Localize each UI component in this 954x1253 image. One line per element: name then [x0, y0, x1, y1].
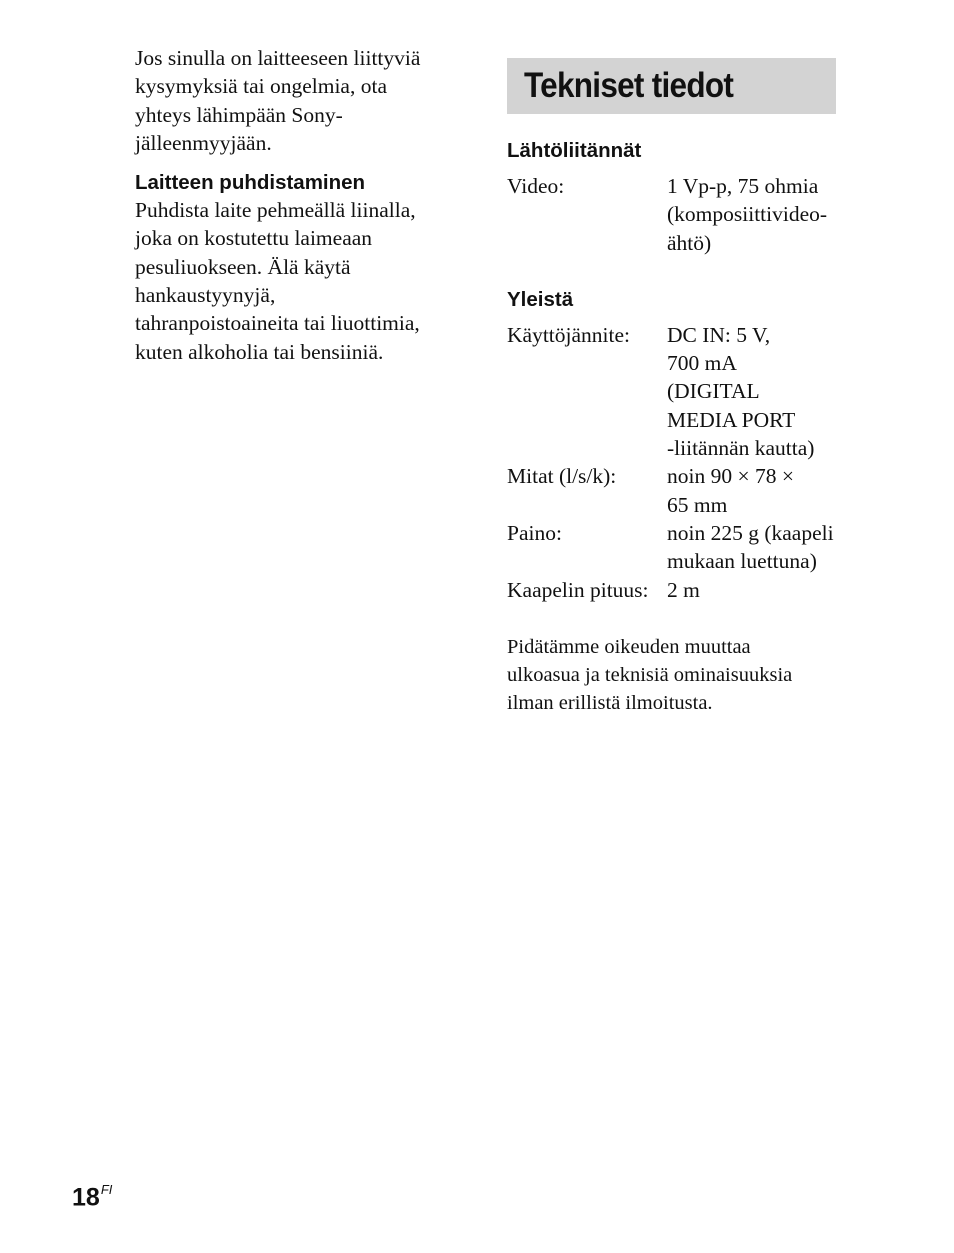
- spec-value-line: 1 Vp-p, 75 ohmia: [667, 174, 819, 198]
- spec-value-line: noin 90 × 78 ×: [667, 464, 794, 489]
- intro-line: jälleenmyyjään.: [135, 130, 272, 155]
- disclaimer-note: [507, 633, 839, 718]
- spec-value-line: (komposiittivideo-: [667, 202, 828, 227]
- outputs-spec-table: [507, 172, 837, 257]
- spec-label: Mitat (l/s/k):: [507, 464, 617, 489]
- page-number-value: 18: [72, 1183, 100, 1212]
- cleaning-line: pesuliuokseen. Älä käytä: [135, 254, 351, 279]
- spec-label: Paino:: [507, 520, 562, 545]
- cleaning-line: Puhdista laite pehmeällä liinalla,: [135, 198, 416, 223]
- spec-value: [667, 519, 837, 576]
- spec-value-line: MEDIA PORT: [667, 407, 796, 432]
- note-line: Pidätämme oikeuden muuttaa: [507, 635, 751, 658]
- cleaning-line: joka on kostutettu laimeaan: [135, 226, 373, 251]
- spec-label: Käyttöjännite:: [507, 322, 630, 347]
- spec-value: [667, 462, 837, 519]
- spec-value-line: noin 225 g (kaapeli: [667, 520, 834, 545]
- spec-value-line: mukaan luettuna): [667, 549, 817, 574]
- spec-value-line: (DIGITAL: [667, 379, 760, 404]
- spec-value-line: 2 m: [667, 577, 700, 602]
- spec-label: Kaapelin pituus:: [507, 577, 649, 602]
- intro-line: kysymyksiä tai ongelmia, ota: [135, 74, 387, 99]
- left-column: [135, 44, 465, 366]
- spec-value: [667, 172, 837, 257]
- spec-value: [667, 576, 837, 604]
- intro-line: Jos sinulla on laitteeseen liittyviä: [135, 46, 421, 70]
- section-title: Tekniset tiedot: [524, 66, 734, 105]
- page-language-code: FI: [100, 1182, 113, 1197]
- spec-label: Video:: [507, 174, 565, 198]
- outputs-heading: Lähtöliitännät: [507, 139, 642, 162]
- spec-row-video: [507, 172, 837, 257]
- spec-row-dimensions: [507, 462, 837, 519]
- cleaning-line: tahranpoistoaineita tai liuottimia,: [135, 311, 420, 336]
- note-line: ulkoasua ja teknisiä ominaisuuksia: [507, 664, 793, 687]
- spec-row-weight: [507, 519, 837, 576]
- intro-line: yhteys lähimpään Sony-: [135, 102, 343, 127]
- intro-paragraph: [135, 44, 465, 157]
- spec-value: [667, 321, 837, 462]
- spec-row-cable-length: [507, 576, 837, 604]
- page-number: [72, 1177, 112, 1212]
- cleaning-line: kuten alkoholia tai bensiiniä.: [135, 339, 384, 364]
- cleaning-paragraph: [135, 196, 465, 366]
- spec-row-voltage: [507, 321, 837, 462]
- spec-value-line: 65 mm: [667, 492, 728, 517]
- general-spec-table: [507, 321, 837, 604]
- spec-value-line: DC IN: 5 V,: [667, 322, 771, 347]
- cleaning-line: hankaustyynyjä,: [135, 283, 276, 308]
- spec-value-line: ähtö): [667, 230, 712, 255]
- general-heading: Yleistä: [507, 287, 574, 311]
- section-title-box: [507, 58, 836, 114]
- cleaning-heading: Laitteen puhdistaminen: [135, 171, 366, 195]
- note-line: ilman erillistä ilmoitusta.: [507, 692, 713, 715]
- spec-value-line: 700 mA: [667, 351, 737, 376]
- right-column: [507, 58, 839, 718]
- spec-value-line: -liitännän kautta): [667, 436, 815, 461]
